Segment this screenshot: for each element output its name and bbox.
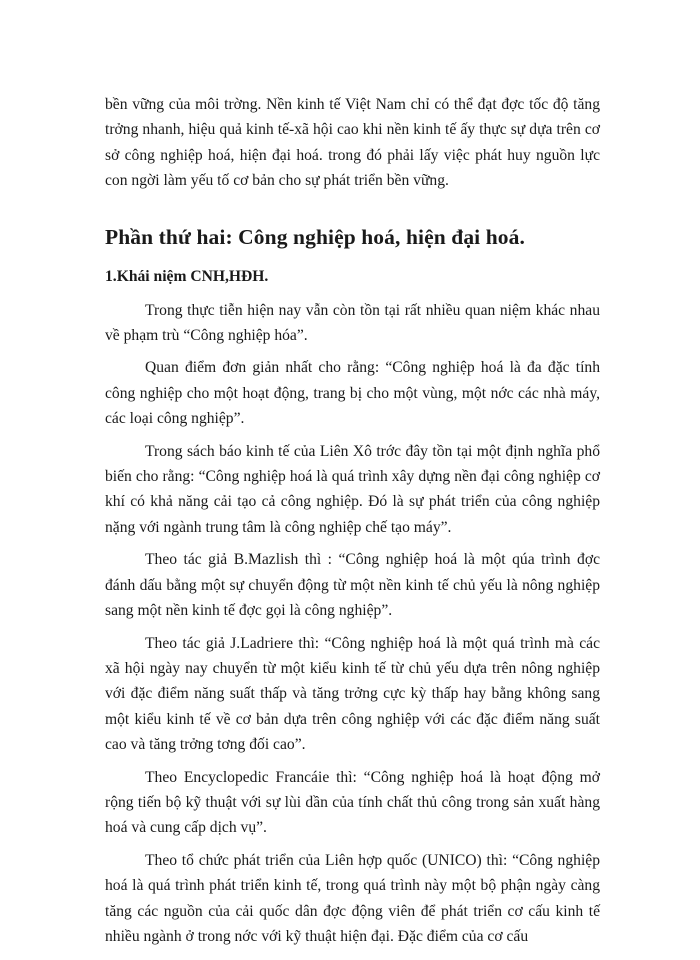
paragraph-5: Theo tác giả J.Ladriere thì: “Công nghiệp hoá là một quá trình mà các xã hội ngày nay chuyển từ một kiểu kinh tế từ chủ yếu dựa trên nông nghiệp với đặc điểm năng suất thấp và tăng trởng cực kỳ thấp hay bằng không sang một kiểu kinh tế về cơ bản dựa trên công nghiệp với các đặc điểm năng suất cao và tăng trởng tơng đối cao”. <box>105 634 600 754</box>
section-heading: 1.Khái niệm CNH,HĐH. <box>105 267 269 285</box>
paragraph-4: Theo tác giả B.Mazlish thì : “Công nghiệp hoá là một qúa trình đợc đánh dấu bằng một sự chuyển động từ một nền kinh tế chủ yếu là nông nghiệp sang một nền kinh tế đợc gọi là công nghiệp”. <box>105 551 600 620</box>
paragraph-2: Quan điểm đơn giản nhất cho rằng: “Công nghiệp hoá là đa đặc tính công nghiệp cho một hoạt động, trang bị cho một vùng, một nớc các nhà máy, các loại công nghiệp”. <box>105 359 600 428</box>
paragraph-6: Theo Encyclopedic Francáie thì: “Công nghiệp hoá là hoạt động mở rộng tiến bộ kỹ thuật với sự lùi dần của tính chất thủ công trong sản xuất hàng hoá và cung cấp dịch vụ”. <box>105 768 600 837</box>
part-heading: Phần thứ hai: Công nghiệp hoá, hiện đại hoá. <box>105 224 525 249</box>
paragraph-1: Trong thực tiễn hiện nay vẫn còn tồn tại rất nhiều quan niệm khác nhau về phạm trù “Công nghiệp hóa”. <box>105 301 600 345</box>
paragraph-intro: bền vững của môi trờng. Nền kinh tế Việt Nam chỉ có thể đạt đợc tốc độ tăng trởng nhanh, hiệu quả kinh tế-xã hội cao khi nền kinh tế ấy thực sự dựa trên cơ sở công nghiệp hoá, hiện đại hoá. trong đó phải lấy việc phát huy nguồn lực con ngời làm yếu tố cơ bản cho sự phát triển bền vững. <box>105 96 600 190</box>
document-page <box>105 92 600 949</box>
paragraph-7: Theo tổ chức phát triển của Liên hợp quốc (UNICO) thì: “Công nghiệp hoá là quá trình phát triển kinh tế, trong quá trình này một bộ phận ngày càng tăng các nguồn của cải quốc dân đợc động viên để phát triển cơ cấu kinh tế nhiều ngành ở trong nớc với kỹ thuật hiện đại. Đặc điểm của cơ cấu <box>105 851 600 945</box>
paragraph-3: Trong sách báo kinh tế của Liên Xô trớc đây tồn tại một định nghĩa phổ biến cho rằng: “Công nghiệp hoá là quá trình xây dựng nền đại công nghiệp cơ khí có khả năng cải tạo cả công nghiệp. Đó là sự phát triển của công nghiệp nặng với ngành trung tâm là công nghiệp chế tạo máy”. <box>105 442 600 536</box>
